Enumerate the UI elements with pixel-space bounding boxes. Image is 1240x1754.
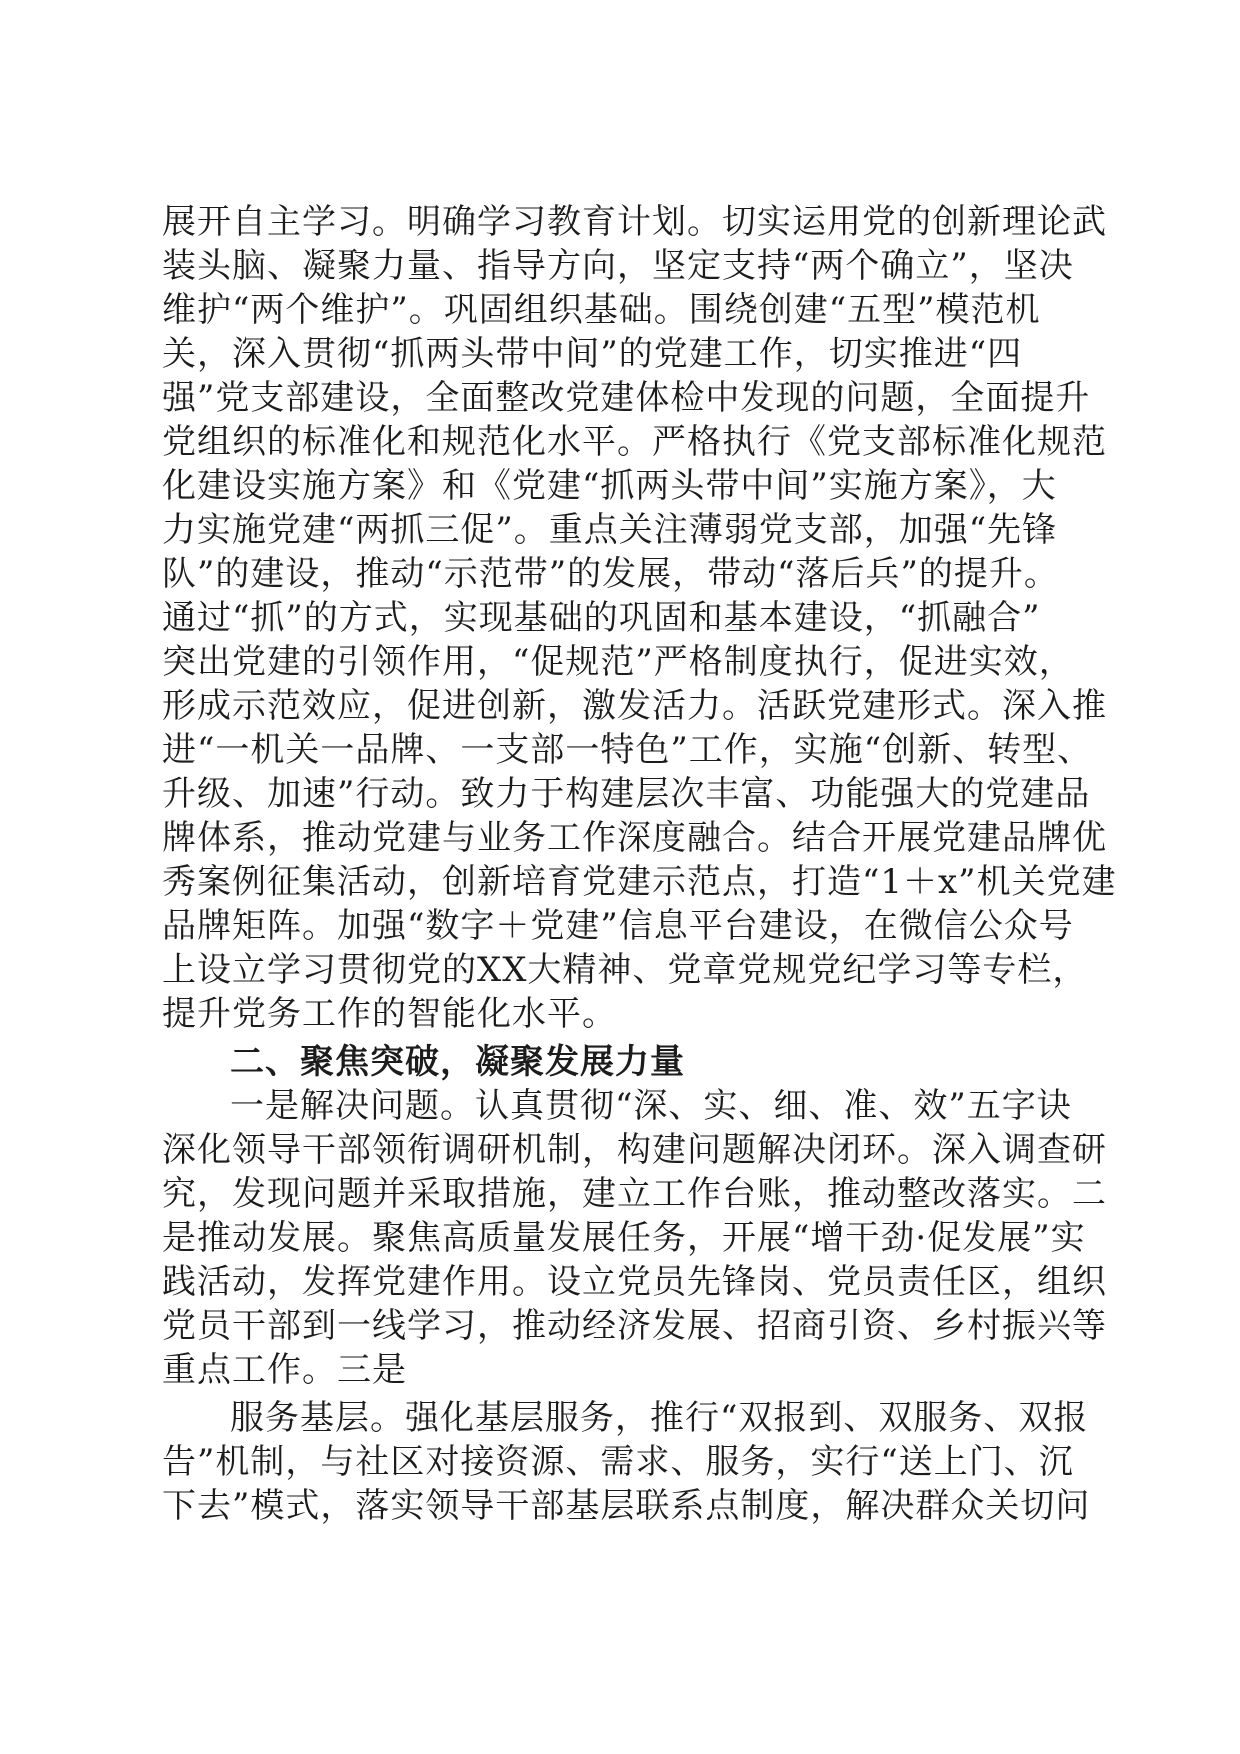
- paragraph-1: [162, 200, 1117, 1036]
- paragraph-2-line: 深化领导干部领衔调研机制，构建问题解决闭环。深入调查研: [162, 1130, 1107, 1170]
- paragraph-3: [162, 1396, 1092, 1528]
- paragraph-1-line: 强”党支部建设，全面整改党建体检中发现的问题，全面提升: [162, 378, 1091, 418]
- paragraph-3-line: 下去”模式，落实领导干部基层联系点制度，解决群众关切问: [162, 1486, 1091, 1526]
- paragraph-2: [162, 1084, 1107, 1392]
- section-2: [162, 1040, 1092, 1084]
- paragraph-1-line: 通过“抓”的方式，实现基础的巩固和基本建设，“抓融合”: [162, 598, 1041, 638]
- paragraph-1-line: 维护“两个维护”。巩固组织基础。围绕创建“五型”模范机: [162, 290, 1041, 330]
- paragraph-1-line: 党组织的标准化和规范化水平。严格执行《党支部标准化规范: [162, 422, 1107, 462]
- paragraph-1-line: 进“一机关一品牌、一支部一特色”工作，实施“创新、转型、: [162, 730, 1093, 770]
- paragraph-1-line: 力实施党建“两抓三促”。重点关注薄弱党支部，加强“先锋: [162, 510, 1058, 550]
- paragraph-2-line: 一是解决问题。认真贯彻“深、实、细、准、效”五字诀: [230, 1086, 1072, 1126]
- paragraph-1-line: 突出党建的引领作用，“促规范”严格制度执行，促进实效，: [162, 642, 1074, 682]
- paragraph-1-line: 提升党务工作的智能化水平。: [162, 994, 617, 1034]
- paragraph-1-line: 升级、加速”行动。致力于构建层次丰富、功能强大的党建品: [162, 774, 1091, 814]
- paragraph-2-line: 重点工作。三是: [162, 1350, 407, 1390]
- section-heading: 二、聚焦突破，凝聚发展力量: [230, 1042, 685, 1082]
- paragraph-1-line: 形成示范效应，促进创新，激发活力。活跃党建形式。深入推: [162, 686, 1107, 726]
- paragraph-1-line: 化建设实施方案》和《党建“抓两头带中间”实施方案》，大: [162, 466, 1057, 506]
- paragraph-3-line: 告”机制，与社区对接资源、需求、服务，实行“送上门、沉: [162, 1442, 1074, 1482]
- paragraph-1-line: 上设立学习贯彻党的XX大精神、党章党规党纪学习等专栏，: [162, 950, 1088, 990]
- paragraph-1-line: 关，深入贯彻“抓两头带中间”的党建工作，切实推进“四: [162, 334, 1023, 374]
- paragraph-1-line: 品牌矩阵。加强“数字＋党建”信息平台建设，在微信公众号: [162, 906, 1074, 946]
- paragraph-2-line: 是推动发展。聚焦高质量发展任务，开展“增干劲·促发展”实: [162, 1218, 1086, 1258]
- paragraph-3-line: 服务基层。强化基层服务，推行“双报到、双服务、双报: [230, 1398, 1089, 1438]
- paragraph-1-line: 秀案例征集活动，创新培育党建示范点，打造“1＋x”机关党建: [162, 862, 1117, 902]
- paragraph-2-line: 践活动，发挥党建作用。设立党员先锋岗、党员责任区，组织: [162, 1262, 1107, 1302]
- paragraph-1-line: 装头脑、凝聚力量、指导方向，坚定支持“两个确立”，坚决: [162, 246, 1074, 286]
- paragraph-1-line: 牌体系，推动党建与业务工作深度融合。结合开展党建品牌优: [162, 818, 1107, 858]
- paragraph-1-line: 展开自主学习。明确学习教育计划。切实运用党的创新理论武: [162, 202, 1107, 242]
- paragraph-1-line: 队”的建设，推动“示范带”的发展，带动“落后兵”的提升。: [162, 554, 1059, 594]
- paragraph-2-line: 究，发现问题并采取措施，建立工作台账，推动整改落实。二: [162, 1174, 1107, 1214]
- paragraph-2-line: 党员干部到一线学习，推动经济发展、招商引资、乡村振兴等: [162, 1306, 1107, 1346]
